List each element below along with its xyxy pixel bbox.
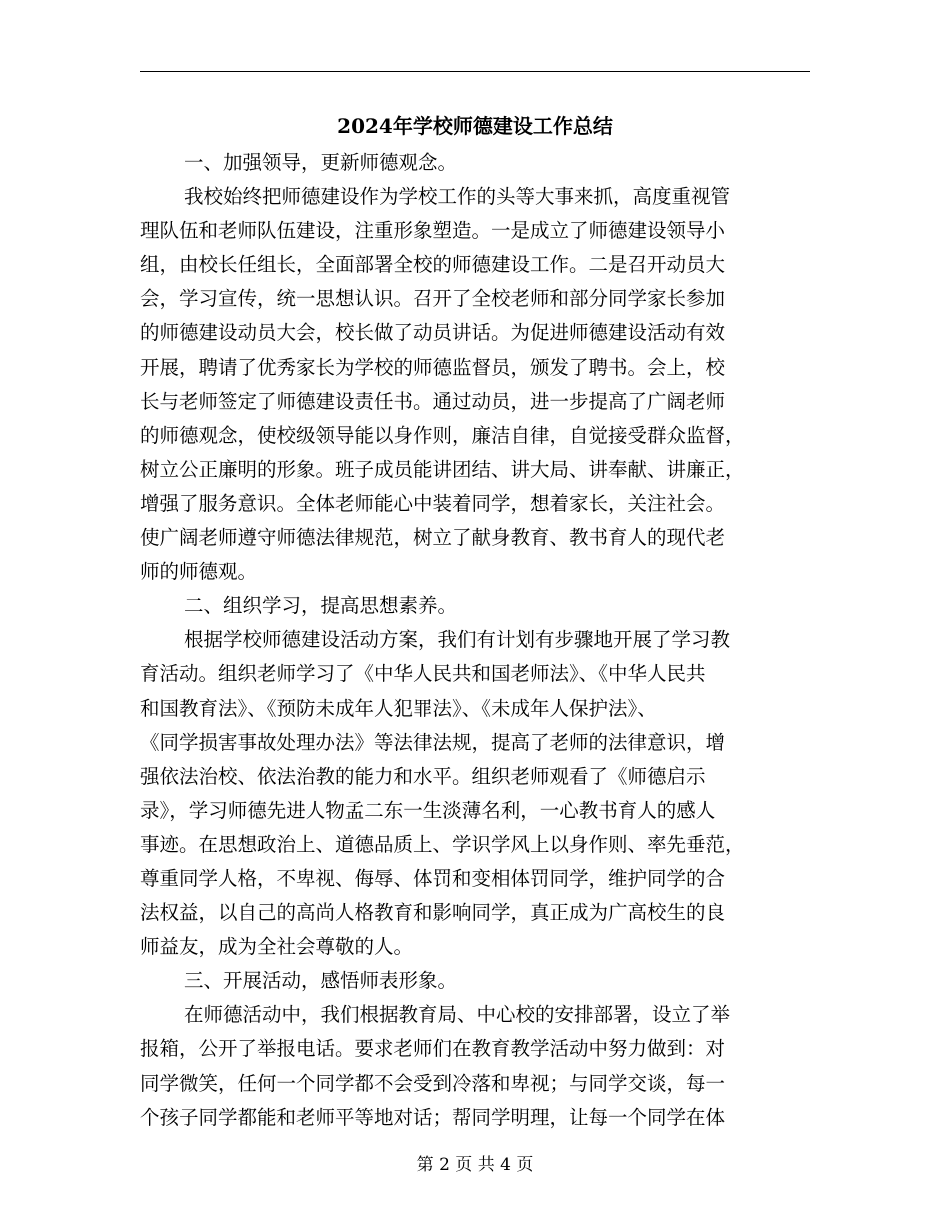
paragraph-line: 个孩子同学都能和老师平等地对话；帮同学明理，让每一个同学在体 bbox=[140, 1105, 726, 1129]
paragraph-line: 在师德活动中，我们根据教育局、中心校的安排部署，设立了举 bbox=[184, 1003, 731, 1027]
paragraph-line: 尊重同学人格，不卑视、侮辱、体罚和变相体罚同学，维护同学的合 bbox=[140, 866, 726, 890]
paragraph-line: 同学微笑，任何一个同学都不会受到冷落和卑视；与同学交谈，每一 bbox=[140, 1071, 726, 1095]
paragraph-line: 事迹。在思想政治上、道德品质上、学识学风上以身作则、率先垂范， bbox=[140, 832, 745, 856]
paragraph-line: 长与老师签定了师德建设责任书。通过动员，进一步提高了广阔老师 bbox=[140, 389, 726, 413]
paragraph-line: 的师德观念，使校级领导能以身作则，廉洁自律，自觉接受群众监督， bbox=[140, 423, 745, 447]
paragraph-line: 强依法治校、依法治教的能力和水平。组织老师观看了《师德启示 bbox=[140, 764, 706, 788]
paragraph-line: 我校始终把师德建设作为学校工作的头等大事来抓，高度重视管 bbox=[184, 185, 731, 209]
section-heading-1: 一、加强领导，更新师德观念。 bbox=[184, 151, 458, 174]
paragraph-line: 根据学校师德建设活动方案，我们有计划有步骤地开展了学习教 bbox=[184, 628, 731, 652]
paragraph-line: 开展，聘请了优秀家长为学校的师德监督员，颁发了聘书。会上，校 bbox=[140, 355, 726, 379]
document-title: 2024年学校师德建设工作总结 bbox=[337, 114, 613, 138]
paragraph-line: 师的师德观。 bbox=[140, 560, 258, 584]
paragraph-line: 的师德建设动员大会，校长做了动员讲话。为促进师德建设活动有效 bbox=[140, 321, 726, 345]
paragraph-line: 组，由校长任组长，全面部署全校的师德建设工作。二是召开动员大 bbox=[140, 253, 726, 277]
paragraph-line: 报箱，公开了举报电话。要求老师们在教育教学活动中努力做到：对 bbox=[140, 1037, 726, 1061]
header-rule bbox=[140, 71, 810, 72]
section-heading-3: 三、开展活动，感悟师表形象。 bbox=[184, 969, 458, 993]
paragraph-line: 法权益，以自己的高尚人格教育和影响同学，真正成为广高校生的良 bbox=[140, 901, 726, 925]
paragraph-line: 增强了服务意识。全体老师能心中装着同学，想着家长，关注社会。 bbox=[140, 491, 726, 515]
page-number-footer: 第 2 页 共 4 页 bbox=[416, 1155, 534, 1175]
paragraph-line: 师益友，成为全社会尊敬的人。 bbox=[140, 935, 414, 959]
paragraph-line: 理队伍和老师队伍建设，注重形象塑造。一是成立了师德建设领导小 bbox=[140, 219, 726, 243]
paragraph-line: 树立公正廉明的形象。班子成员能讲团结、讲大局、讲奉献、讲廉正， bbox=[140, 457, 745, 481]
paragraph-line: 和国教育法》、《预防未成年人犯罪法》、《未成年人保护法》、 bbox=[140, 696, 657, 720]
paragraph-line: 育活动。组织老师学习了《中华人民共和国老师法》、《中华人民共 bbox=[140, 662, 706, 686]
paragraph-line: 会，学习宣传，统一思想认识。召开了全校老师和部分同学家长参加 bbox=[140, 287, 726, 311]
section-heading-2: 二、组织学习，提高思想素养。 bbox=[184, 594, 458, 618]
paragraph-line: 使广阔老师遵守师德法律规范，树立了献身教育、教书育人的现代老 bbox=[140, 526, 726, 550]
document-body bbox=[140, 146, 808, 1135]
paragraph-line: 录》，学习师德先进人物孟二东一生淡薄名利，一心教书育人的感人 bbox=[140, 798, 716, 822]
paragraph-line: 《同学损害事故处理办法》等法律法规，提高了老师的法律意识，增 bbox=[140, 730, 726, 754]
